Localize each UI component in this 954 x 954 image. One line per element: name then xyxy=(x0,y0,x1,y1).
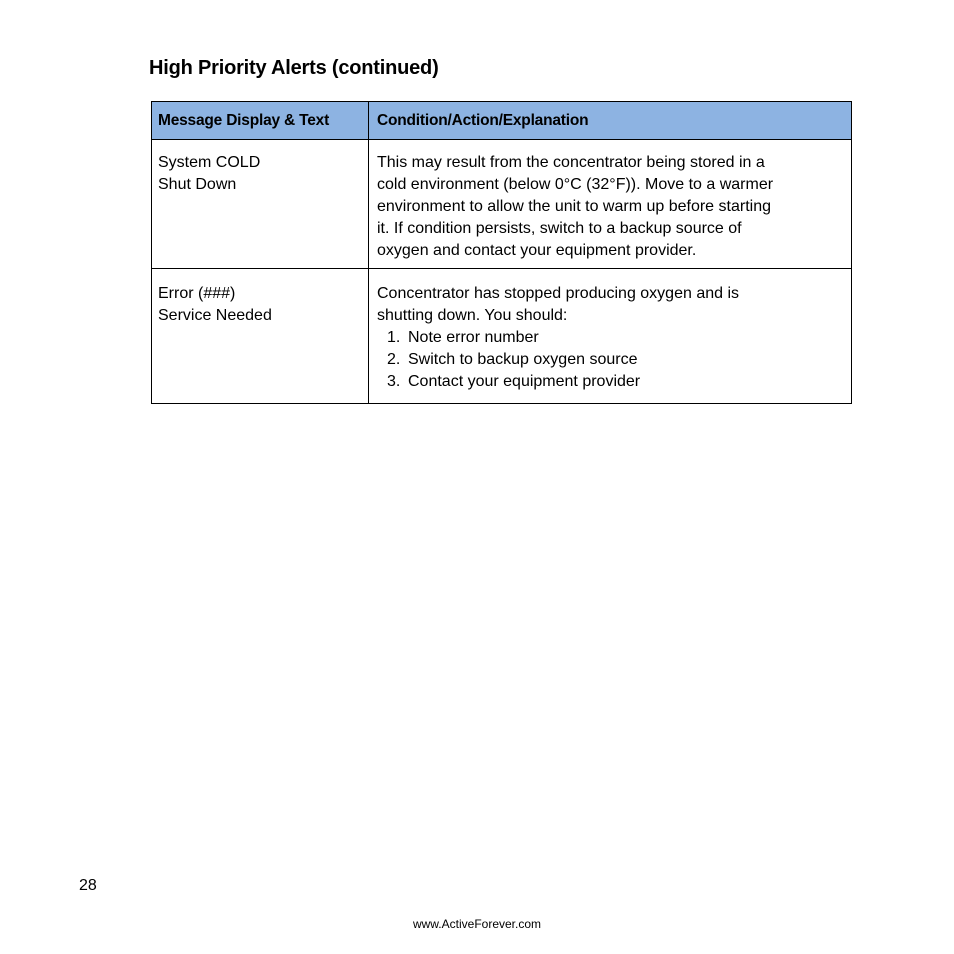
explanation-cell xyxy=(369,269,852,404)
page-title: High Priority Alerts (continued) xyxy=(149,57,439,79)
page-number: 28 xyxy=(79,877,97,894)
message-line: Error (###) xyxy=(158,285,236,302)
explanation-line: cold environment (below 0°C (32°F)). Move to a warmer xyxy=(377,176,774,193)
step-text: Switch to backup oxygen source xyxy=(408,351,638,368)
message-line: System COLD xyxy=(158,154,261,171)
message-line: Service Needed xyxy=(158,307,272,324)
footer-url: www.ActiveForever.com xyxy=(412,917,542,931)
explanation-line: oxygen and contact your equipment provider. xyxy=(377,242,697,259)
table-header-row xyxy=(152,102,852,140)
explanation-line: it. If condition persists, switch to a backup source of xyxy=(377,220,742,237)
explanation-line: environment to allow the unit to warm up before starting xyxy=(377,198,771,215)
steps-list xyxy=(377,327,845,393)
list-item xyxy=(387,371,845,393)
explanation-cell xyxy=(369,140,852,269)
step-text: Contact your equipment provider xyxy=(408,373,641,390)
column-header-explanation: Condition/Action/Explanation xyxy=(369,102,852,140)
message-cell xyxy=(152,269,369,404)
list-item xyxy=(387,327,845,349)
table-row xyxy=(152,269,852,404)
message-cell xyxy=(152,140,369,269)
message-line: Shut Down xyxy=(158,176,237,193)
explanation-line: This may result from the concentrator being stored in a xyxy=(377,154,765,171)
table-row xyxy=(152,140,852,269)
step-number: 3. xyxy=(387,373,401,390)
alerts-table xyxy=(151,101,852,404)
list-item xyxy=(387,349,845,371)
step-text: Note error number xyxy=(408,329,539,346)
explanation-line: shutting down. You should: xyxy=(377,307,568,324)
step-number: 2. xyxy=(387,351,401,368)
explanation-line: Concentrator has stopped producing oxygen and is xyxy=(377,285,740,302)
step-number: 1. xyxy=(387,329,401,346)
column-header-message: Message Display & Text xyxy=(152,102,369,140)
